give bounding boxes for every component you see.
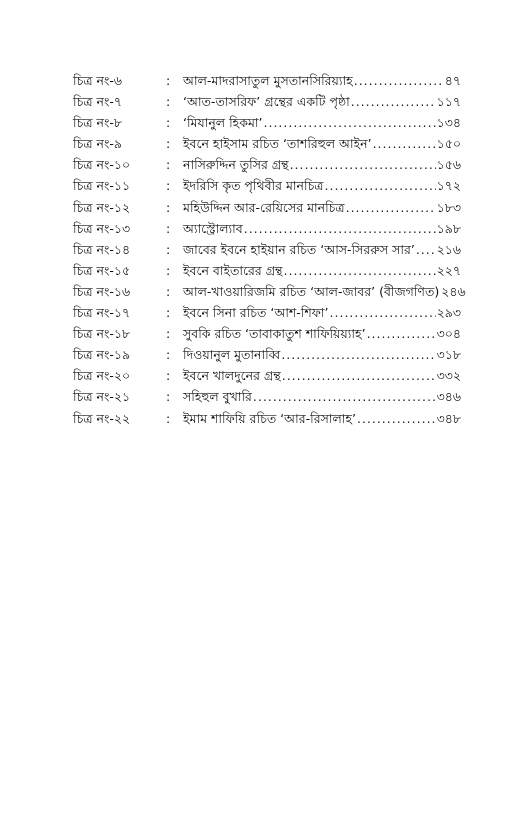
- dot-leader: [373, 133, 436, 154]
- figure-list-row: [73, 91, 461, 112]
- page-number: ১৩৪: [436, 115, 461, 131]
- figure-entry: [183, 154, 461, 175]
- figure-entry: [183, 281, 466, 302]
- figure-title: ‘আত-তাসরিফ’ গ্রন্থের একটি পৃষ্ঠা: [183, 94, 350, 110]
- separator: :: [166, 389, 171, 405]
- separator: :: [166, 136, 171, 152]
- dot-leader: [282, 365, 436, 386]
- figure-entry: [183, 239, 461, 260]
- figure-list-row: [73, 365, 461, 386]
- figure-list-row: [73, 154, 461, 175]
- separator: :: [166, 305, 171, 321]
- figure-number: চিত্র নং-১৩: [73, 220, 131, 236]
- figure-title: ইবনে হাইসাম রচিত ‘তাশরিহুল আইন’: [183, 136, 372, 152]
- separator: :: [166, 220, 171, 236]
- figure-title: ইমাম শাফিয়ি রচিত ‘আর-রিসালাহ’: [183, 410, 356, 426]
- separator: :: [166, 178, 171, 194]
- figure-list-row: [73, 323, 461, 344]
- dot-leader: [281, 344, 435, 365]
- page-number: ১৫৬: [436, 157, 461, 173]
- figure-title: দিওয়ানুল মুতানাব্বি: [183, 347, 281, 363]
- figure-list-row: [73, 175, 461, 196]
- dot-leader: [330, 302, 436, 323]
- figure-title: জাবের ইবনে হাইয়ান রচিত ‘আস-সিররুস সার’: [183, 241, 415, 257]
- figure-number: চিত্র নং-১১: [73, 178, 131, 194]
- figure-title: আল-খাওয়ারিজমি রচিত ‘আল-জাবর’ (বীজগণিত): [183, 283, 440, 299]
- dot-leader: [354, 70, 444, 91]
- dot-leader: [346, 197, 436, 218]
- figure-number: চিত্র নং-৭: [73, 94, 122, 110]
- separator: :: [166, 94, 171, 110]
- figure-entry: [183, 70, 461, 91]
- page-number: ৩৪৬: [436, 389, 461, 405]
- figure-list-row: [73, 239, 461, 260]
- dot-leader: [367, 323, 436, 344]
- page-number: ১১৭: [436, 94, 461, 110]
- figure-entry: [183, 344, 461, 365]
- dot-leader: [357, 408, 436, 429]
- page-number: ৪৭: [444, 73, 461, 88]
- separator: :: [166, 73, 171, 88]
- dot-leader: [290, 154, 436, 175]
- figure-number: চিত্র নং-১২: [73, 199, 131, 215]
- figure-title: মহিউদ্দিন আর-রেয়িসের মানচিত্র: [183, 199, 345, 215]
- figure-list-row: [73, 281, 466, 302]
- dot-leader: [264, 112, 436, 133]
- figure-title: নাসিরুদ্দিন তুসির গ্রন্থ: [183, 157, 289, 173]
- figure-list-row: [73, 344, 461, 365]
- figure-number: চিত্র নং-৯: [73, 136, 122, 152]
- figure-entry: [183, 260, 461, 281]
- page-number: ৩০৪: [436, 326, 461, 342]
- dot-leader: [351, 91, 436, 112]
- figure-number: চিত্র নং-১৮: [73, 326, 131, 342]
- separator: :: [166, 115, 171, 131]
- figure-entry: [183, 386, 461, 407]
- separator: :: [166, 262, 171, 278]
- figure-number: চিত্র নং-১৯: [73, 347, 131, 363]
- figure-title: আল-মাদরাসাতুল মুসতানসিরিয়্যাহ: [183, 73, 353, 88]
- figure-list-row: [73, 408, 461, 429]
- separator: :: [166, 326, 171, 342]
- figure-entry: [183, 365, 461, 386]
- page-number: ৩৪৮: [436, 410, 461, 426]
- separator: :: [166, 368, 171, 384]
- separator: :: [166, 241, 171, 257]
- figure-title: সুবকি রচিত ‘তাবাকাতুশ শাফিয়িয়্যাহ’: [183, 326, 366, 342]
- figure-number: চিত্র নং-১০: [73, 157, 131, 173]
- figure-entry: [183, 408, 461, 429]
- page-number: ৩৩২: [436, 368, 461, 384]
- page-number: ২২৭: [436, 262, 461, 278]
- page-number: ১৫০: [436, 136, 461, 152]
- figure-title: ইবনে বাইতারের গ্রন্থ: [183, 262, 283, 278]
- figure-title: অ্যাস্ট্রোল্যাব: [183, 220, 243, 236]
- page-number: ২১৬: [436, 241, 461, 257]
- page-number: ১৮৩: [436, 199, 461, 215]
- figure-title: ‘মিযানুল হিকমা’: [183, 115, 263, 131]
- figure-number: চিত্র নং-২০: [73, 368, 131, 384]
- figure-number: চিত্র নং-১৫: [73, 262, 131, 278]
- figure-number: চিত্র নং-১৪: [73, 241, 131, 257]
- figure-list-row: [73, 70, 461, 91]
- dot-leader: [325, 175, 436, 196]
- figure-list-row: [73, 133, 461, 154]
- separator: :: [166, 157, 171, 173]
- separator: :: [166, 199, 171, 215]
- figure-number: চিত্র নং-২১: [73, 389, 131, 405]
- figure-title: ইবনে খালদুনের গ্রন্থ: [183, 368, 281, 384]
- figure-list-row: [73, 386, 461, 407]
- figure-list-row: [73, 197, 461, 218]
- figure-list-row: [73, 302, 461, 323]
- figure-entry: [183, 112, 461, 133]
- figure-entry: [183, 91, 461, 112]
- figure-number: চিত্র নং-১৭: [73, 305, 131, 321]
- figure-entry: [183, 218, 461, 239]
- page-number: ২৪৬: [441, 283, 466, 299]
- dot-leader: [244, 218, 436, 239]
- figure-list-row: [73, 260, 461, 281]
- page-number: ১৯৮: [436, 220, 461, 236]
- figure-entry: [183, 133, 461, 154]
- figure-title: সহিহুল বুখারি: [183, 389, 252, 405]
- dot-leader: [253, 386, 436, 407]
- figure-entry: [183, 302, 461, 323]
- page-number: ২৯৩: [436, 305, 461, 321]
- figure-title: ইবনে সিনা রচিত ‘আশ-শিফা’: [183, 305, 329, 321]
- figure-list-row: [73, 112, 461, 133]
- separator: :: [166, 283, 171, 299]
- figure-number: চিত্র নং-২২: [73, 410, 131, 426]
- figure-title: ইদরিসি কৃত পৃথিবীর মানচিত্র: [183, 178, 324, 194]
- separator: :: [166, 347, 171, 363]
- figure-entry: [183, 175, 461, 196]
- figure-number: চিত্র নং-৬: [73, 73, 122, 88]
- dot-leader: [416, 239, 436, 260]
- page-number: ১৭২: [436, 178, 461, 194]
- figure-entry: [183, 197, 461, 218]
- figure-list: [73, 70, 466, 429]
- figure-number: চিত্র নং-১৬: [73, 283, 131, 299]
- figure-list-row: [73, 218, 461, 239]
- page-number: ৩১৮: [436, 347, 461, 363]
- figure-number: চিত্র নং-৮: [73, 115, 122, 131]
- separator: :: [166, 410, 171, 426]
- figure-entry: [183, 323, 461, 344]
- dot-leader: [284, 260, 436, 281]
